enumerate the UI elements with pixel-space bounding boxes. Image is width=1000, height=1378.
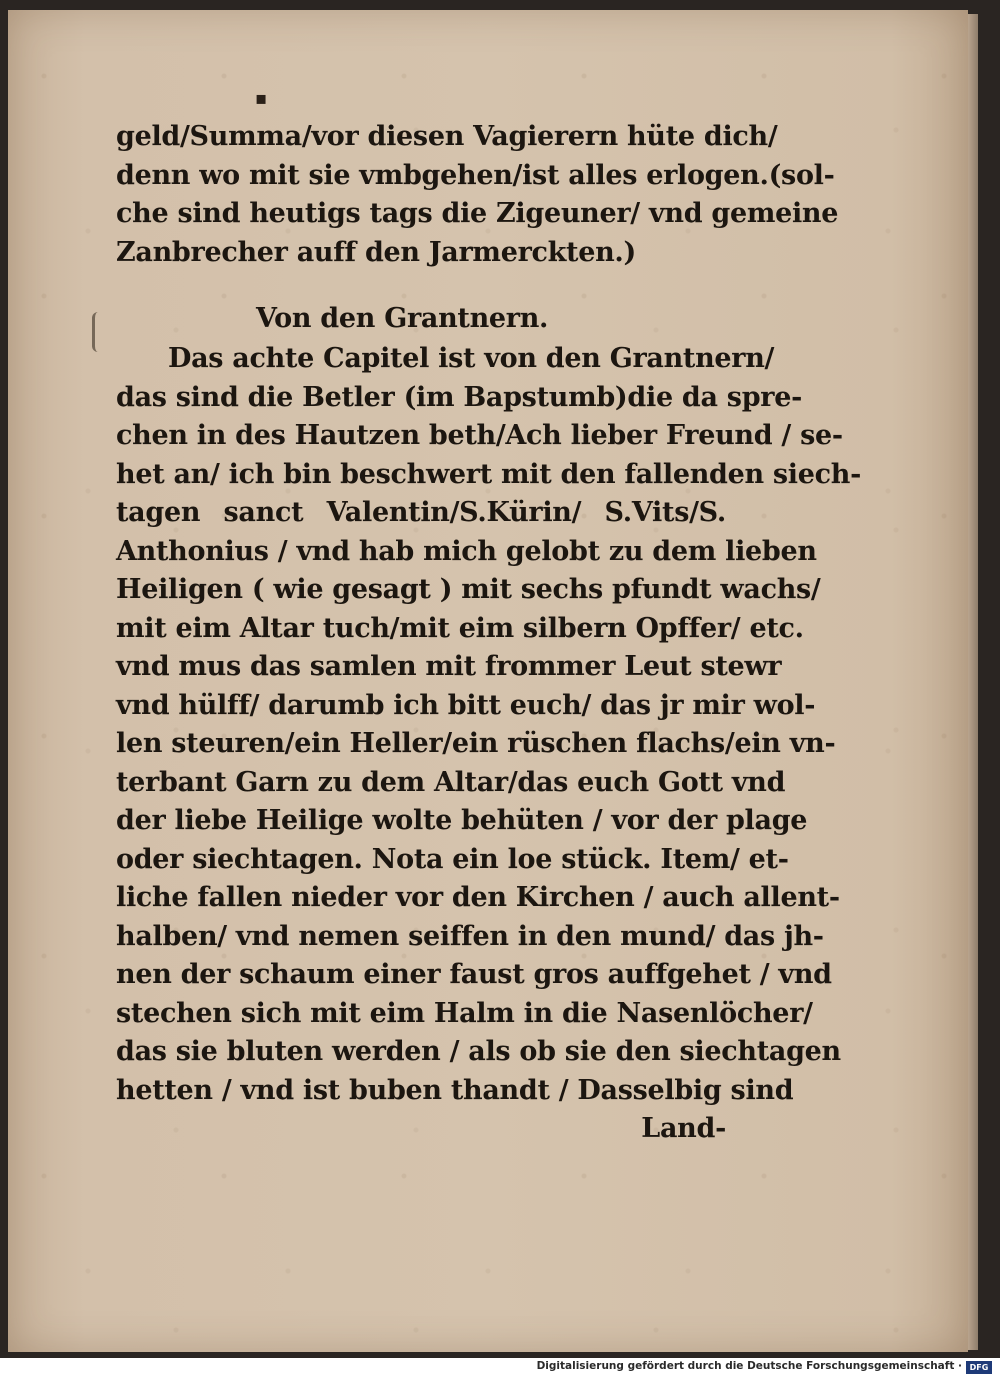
text-line: chen in des Hautzen beth/Ach lieber Freund / se- (116, 420, 843, 451)
text-line: vnd hülff/ darumb ich bitt euch/ das jr mir wol- (116, 689, 816, 721)
text-line: halben/ vnd nemen seiffen in den mund/ das jh- (116, 920, 824, 952)
text-line: tagen sanct Valentin/S.Kürin/ S.Vits/S. (116, 497, 726, 528)
footer-bar (0, 1358, 1000, 1378)
paragraph-chapter (116, 340, 862, 1149)
text-line: terbant Garn zu dem Altar/das euch Gott vnd (116, 766, 786, 798)
text-line: das sind die Betler (im Bapstumb)die da spre- (116, 381, 802, 413)
dfg-logo-icon: DFG (966, 1361, 992, 1374)
text-line: Zanbrecher auff den Jarmerckten.) (116, 236, 637, 268)
catchword: Land- (641, 1113, 726, 1144)
text-line: oder siechtagen. Nota ein loe stück. Item/ et- (116, 843, 789, 875)
text-line: das sie bluten werden / als ob sie den siechtagen (116, 1036, 841, 1067)
text-line: liche fallen nieder vor den Kirchen / auch allent- (116, 882, 840, 913)
text-line: het an/ ich bin beschwert mit den fallenden siech- (116, 458, 862, 490)
text-line: der liebe Heilige wolte behüten / vor der plage (116, 805, 808, 836)
text-line: Das achte Capitel ist von den Grantnern/ (168, 343, 775, 374)
text-line: Heiligen ( wie gesagt ) mit sechs pfundt wachs/ (116, 574, 821, 605)
page-text (116, 118, 862, 1149)
text-line: stechen sich mit eim Halm in die Nasenlöcher/ (116, 997, 813, 1029)
paragraph-opening (116, 118, 839, 272)
text-line: mit eim Altar tuch/mit eim silbern Opffer/ etc. (116, 612, 804, 644)
section-heading: Von den Grantnern. (256, 303, 549, 334)
text-line: denn wo mit sie vmbgehen/ist alles erlogen.(sol- (116, 159, 835, 191)
top-mark: ▪ (255, 88, 268, 109)
funding-attribution: Digitalisierung gefördert durch die Deutsche Forschungsgemeinschaft · (536, 1360, 962, 1372)
text-line: len steuren/ein Heller/ein rüschen flachs/ein vn- (116, 728, 836, 759)
text-line: geld/Summa/vor diesen Vagierern hüte dich/ (116, 121, 778, 152)
text-line: che sind heutigs tags die Zigeuner/ vnd gemeine (116, 198, 839, 229)
text-line: hetten / vnd ist buben thandt / Dasselbig sind (116, 1074, 794, 1106)
page-edge (968, 14, 978, 1350)
text-line: vnd mus das samlen mit frommer Leut stewr (116, 651, 782, 682)
margin-mark (92, 312, 109, 352)
text-line: nen der schaum einer faust gros auffgehet / vnd (116, 959, 832, 990)
text-line: Anthonius / vnd hab mich gelobt zu dem lieben (116, 535, 817, 567)
